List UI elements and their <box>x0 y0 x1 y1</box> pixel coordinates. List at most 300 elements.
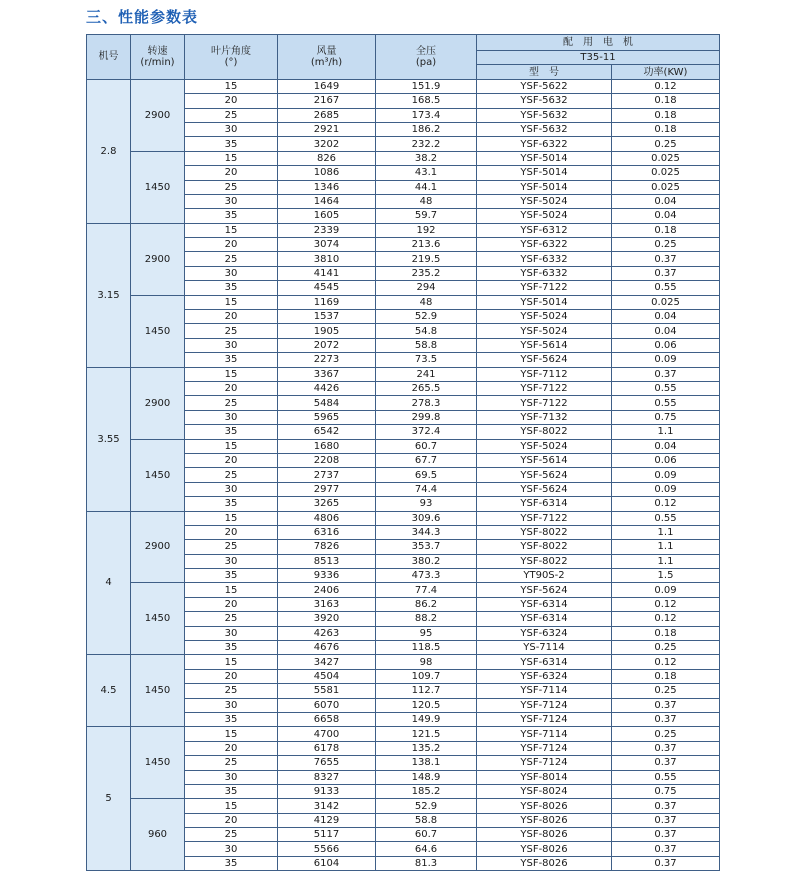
motor-type-cell: YSF-7122 <box>477 396 612 410</box>
airflow-cell: 4426 <box>278 381 376 395</box>
motor-power-cell: 0.25 <box>612 727 720 741</box>
blade-angle-cell: 20 <box>185 669 278 683</box>
blade-angle-cell: 15 <box>185 151 278 165</box>
table-header <box>87 35 720 80</box>
airflow-cell: 8327 <box>278 770 376 784</box>
airflow-cell: 2339 <box>278 223 376 237</box>
speed-cell: 1450 <box>131 439 185 511</box>
blade-angle-cell: 15 <box>185 583 278 597</box>
motor-power-cell: 0.37 <box>612 712 720 726</box>
airflow-cell: 4141 <box>278 266 376 280</box>
pressure-cell: 74.4 <box>376 482 477 496</box>
airflow-cell: 2072 <box>278 338 376 352</box>
pressure-cell: 81.3 <box>376 856 477 870</box>
pressure-cell: 109.7 <box>376 669 477 683</box>
motor-type-cell: YSF-6322 <box>477 238 612 252</box>
blade-angle-cell: 30 <box>185 698 278 712</box>
speed-cell: 1450 <box>131 655 185 727</box>
model-cell: 4.5 <box>87 655 131 727</box>
blade-angle-cell: 15 <box>185 367 278 381</box>
pressure-cell: 151.9 <box>376 79 477 93</box>
pressure-cell: 38.2 <box>376 151 477 165</box>
motor-type-cell: YSF-6314 <box>477 612 612 626</box>
speed-cell: 2900 <box>131 79 185 151</box>
model-cell: 2.8 <box>87 79 131 223</box>
motor-power-cell: 1.1 <box>612 554 720 568</box>
motor-power-cell: 0.12 <box>612 597 720 611</box>
pressure-cell: 299.8 <box>376 410 477 424</box>
table-row <box>87 151 720 165</box>
motor-type-cell: YSF-8022 <box>477 540 612 554</box>
airflow-cell: 6070 <box>278 698 376 712</box>
airflow-cell: 6316 <box>278 525 376 539</box>
motor-power-cell: 0.04 <box>612 324 720 338</box>
motor-type-cell: YSF-7124 <box>477 741 612 755</box>
motor-power-cell: 0.09 <box>612 353 720 367</box>
pressure-cell: 241 <box>376 367 477 381</box>
airflow-cell: 2208 <box>278 453 376 467</box>
blade-angle-cell: 15 <box>185 79 278 93</box>
blade-angle-cell: 35 <box>185 209 278 223</box>
header-pressure: 全压 (pa) <box>376 35 477 80</box>
pressure-cell: 67.7 <box>376 453 477 467</box>
motor-type-cell: YSF-5024 <box>477 194 612 208</box>
motor-power-cell: 0.25 <box>612 641 720 655</box>
airflow-cell: 3202 <box>278 137 376 151</box>
airflow-cell: 3427 <box>278 655 376 669</box>
blade-angle-cell: 20 <box>185 525 278 539</box>
blade-angle-cell: 15 <box>185 295 278 309</box>
airflow-cell: 1649 <box>278 79 376 93</box>
motor-power-cell: 0.025 <box>612 180 720 194</box>
airflow-cell: 5566 <box>278 842 376 856</box>
motor-type-cell: YSF-5614 <box>477 338 612 352</box>
header-motor-series: T35-11 <box>477 51 720 65</box>
motor-type-cell: YSF-5632 <box>477 108 612 122</box>
motor-power-cell: 1.5 <box>612 569 720 583</box>
motor-type-cell: YSF-5024 <box>477 310 612 324</box>
airflow-cell: 3163 <box>278 597 376 611</box>
blade-angle-cell: 25 <box>185 612 278 626</box>
motor-power-cell: 0.25 <box>612 137 720 151</box>
motor-power-cell: 0.06 <box>612 338 720 352</box>
speed-cell: 2900 <box>131 223 185 295</box>
motor-type-cell: YSF-5624 <box>477 583 612 597</box>
pressure-cell: 88.2 <box>376 612 477 626</box>
motor-power-cell: 0.55 <box>612 381 720 395</box>
pressure-cell: 235.2 <box>376 266 477 280</box>
speed-cell: 960 <box>131 799 185 871</box>
pressure-cell: 148.9 <box>376 770 477 784</box>
blade-angle-cell: 30 <box>185 482 278 496</box>
motor-type-cell: YSF-7132 <box>477 410 612 424</box>
blade-angle-cell: 25 <box>185 756 278 770</box>
pressure-cell: 278.3 <box>376 396 477 410</box>
motor-power-cell: 0.12 <box>612 655 720 669</box>
motor-power-cell: 0.37 <box>612 252 720 266</box>
motor-type-cell: YSF-5614 <box>477 453 612 467</box>
airflow-cell: 2921 <box>278 122 376 136</box>
motor-power-cell: 0.04 <box>612 439 720 453</box>
motor-type-cell: YSF-8022 <box>477 425 612 439</box>
airflow-cell: 9336 <box>278 569 376 583</box>
pressure-cell: 118.5 <box>376 641 477 655</box>
blade-angle-cell: 25 <box>185 324 278 338</box>
pressure-cell: 185.2 <box>376 784 477 798</box>
speed-cell: 1450 <box>131 583 185 655</box>
motor-power-cell: 0.025 <box>612 151 720 165</box>
motor-type-cell: YSF-8024 <box>477 784 612 798</box>
airflow-cell: 1464 <box>278 194 376 208</box>
blade-angle-cell: 35 <box>185 784 278 798</box>
header-model: 机号 <box>87 35 131 80</box>
motor-power-cell: 0.25 <box>612 238 720 252</box>
pressure-cell: 138.1 <box>376 756 477 770</box>
motor-power-cell: 0.04 <box>612 194 720 208</box>
blade-angle-cell: 20 <box>185 166 278 180</box>
header-speed: 转速 (r/min) <box>131 35 185 80</box>
blade-angle-cell: 30 <box>185 410 278 424</box>
blade-angle-cell: 20 <box>185 381 278 395</box>
motor-type-cell: YSF-6324 <box>477 669 612 683</box>
blade-angle-cell: 25 <box>185 684 278 698</box>
pressure-cell: 60.7 <box>376 439 477 453</box>
blade-angle-cell: 25 <box>185 828 278 842</box>
blade-angle-cell: 20 <box>185 238 278 252</box>
header-airflow: 风量 (m³/h) <box>278 35 376 80</box>
motor-power-cell: 0.37 <box>612 741 720 755</box>
pressure-cell: 48 <box>376 194 477 208</box>
header-motor-type: 型 号 <box>477 65 612 79</box>
model-cell: 3.55 <box>87 367 131 511</box>
pressure-cell: 473.3 <box>376 569 477 583</box>
motor-power-cell: 0.55 <box>612 511 720 525</box>
motor-type-cell: YSF-8026 <box>477 828 612 842</box>
airflow-cell: 1169 <box>278 295 376 309</box>
table-row <box>87 439 720 453</box>
airflow-cell: 1346 <box>278 180 376 194</box>
motor-power-cell: 0.12 <box>612 612 720 626</box>
airflow-cell: 5965 <box>278 410 376 424</box>
table-body <box>87 79 720 870</box>
table-row <box>87 583 720 597</box>
motor-power-cell: 0.09 <box>612 583 720 597</box>
airflow-cell: 6658 <box>278 712 376 726</box>
model-cell: 4 <box>87 511 131 655</box>
performance-table <box>86 34 720 871</box>
motor-type-cell: YSF-7114 <box>477 684 612 698</box>
motor-power-cell: 0.18 <box>612 108 720 122</box>
motor-type-cell: YSF-8026 <box>477 799 612 813</box>
speed-cell: 1450 <box>131 727 185 799</box>
blade-angle-cell: 35 <box>185 569 278 583</box>
motor-type-cell: YSF-7114 <box>477 727 612 741</box>
airflow-cell: 3920 <box>278 612 376 626</box>
motor-type-cell: YSF-5624 <box>477 353 612 367</box>
model-cell: 3.15 <box>87 223 131 367</box>
motor-type-cell: YSF-7124 <box>477 756 612 770</box>
blade-angle-cell: 30 <box>185 266 278 280</box>
motor-power-cell: 0.75 <box>612 784 720 798</box>
blade-angle-cell: 35 <box>185 281 278 295</box>
pressure-cell: 121.5 <box>376 727 477 741</box>
blade-angle-cell: 35 <box>185 856 278 870</box>
pressure-cell: 86.2 <box>376 597 477 611</box>
blade-angle-cell: 15 <box>185 439 278 453</box>
pressure-cell: 265.5 <box>376 381 477 395</box>
pressure-cell: 58.8 <box>376 338 477 352</box>
motor-type-cell: YT90S-2 <box>477 569 612 583</box>
motor-type-cell: YSF-6314 <box>477 497 612 511</box>
blade-angle-cell: 20 <box>185 813 278 827</box>
pressure-cell: 52.9 <box>376 310 477 324</box>
blade-angle-cell: 25 <box>185 108 278 122</box>
airflow-cell: 5117 <box>278 828 376 842</box>
blade-angle-cell: 20 <box>185 453 278 467</box>
pressure-cell: 54.8 <box>376 324 477 338</box>
pressure-cell: 168.5 <box>376 94 477 108</box>
motor-type-cell: YSF-5632 <box>477 122 612 136</box>
pressure-cell: 173.4 <box>376 108 477 122</box>
blade-angle-cell: 20 <box>185 741 278 755</box>
table-row <box>87 79 720 93</box>
motor-type-cell: YSF-5624 <box>477 468 612 482</box>
motor-type-cell: YSF-6314 <box>477 655 612 669</box>
motor-type-cell: YSF-8026 <box>477 842 612 856</box>
motor-power-cell: 0.25 <box>612 684 720 698</box>
motor-type-cell: YSF-6332 <box>477 252 612 266</box>
blade-angle-cell: 30 <box>185 842 278 856</box>
pressure-cell: 192 <box>376 223 477 237</box>
motor-power-cell: 0.37 <box>612 856 720 870</box>
motor-power-cell: 0.55 <box>612 281 720 295</box>
motor-type-cell: YSF-7124 <box>477 698 612 712</box>
motor-power-cell: 0.37 <box>612 799 720 813</box>
airflow-cell: 7655 <box>278 756 376 770</box>
pressure-cell: 69.5 <box>376 468 477 482</box>
motor-type-cell: YSF-6312 <box>477 223 612 237</box>
header-blade-angle: 叶片角度 (°) <box>185 35 278 80</box>
motor-power-cell: 0.37 <box>612 828 720 842</box>
airflow-cell: 1086 <box>278 166 376 180</box>
motor-power-cell: 0.12 <box>612 497 720 511</box>
blade-angle-cell: 20 <box>185 310 278 324</box>
motor-type-cell: YSF-8026 <box>477 813 612 827</box>
blade-angle-cell: 25 <box>185 180 278 194</box>
blade-angle-cell: 15 <box>185 655 278 669</box>
airflow-cell: 4504 <box>278 669 376 683</box>
pressure-cell: 309.6 <box>376 511 477 525</box>
motor-power-cell: 0.18 <box>612 626 720 640</box>
motor-type-cell: YSF-5632 <box>477 94 612 108</box>
motor-type-cell: YSF-5014 <box>477 180 612 194</box>
motor-power-cell: 0.75 <box>612 410 720 424</box>
speed-cell: 2900 <box>131 367 185 439</box>
pressure-cell: 60.7 <box>376 828 477 842</box>
blade-angle-cell: 30 <box>185 770 278 784</box>
motor-type-cell: YSF-7122 <box>477 281 612 295</box>
motor-power-cell: 0.18 <box>612 669 720 683</box>
table-row <box>87 799 720 813</box>
airflow-cell: 3810 <box>278 252 376 266</box>
motor-power-cell: 0.18 <box>612 94 720 108</box>
airflow-cell: 9133 <box>278 784 376 798</box>
airflow-cell: 2977 <box>278 482 376 496</box>
pressure-cell: 344.3 <box>376 525 477 539</box>
motor-type-cell: YSF-5024 <box>477 439 612 453</box>
pressure-cell: 380.2 <box>376 554 477 568</box>
airflow-cell: 7826 <box>278 540 376 554</box>
airflow-cell: 8513 <box>278 554 376 568</box>
airflow-cell: 3142 <box>278 799 376 813</box>
motor-type-cell: YS-7114 <box>477 641 612 655</box>
airflow-cell: 4263 <box>278 626 376 640</box>
blade-angle-cell: 30 <box>185 554 278 568</box>
table-row <box>87 367 720 381</box>
motor-power-cell: 0.37 <box>612 266 720 280</box>
motor-power-cell: 0.18 <box>612 122 720 136</box>
airflow-cell: 6542 <box>278 425 376 439</box>
airflow-cell: 2406 <box>278 583 376 597</box>
pressure-cell: 73.5 <box>376 353 477 367</box>
header-motor-group: 配 用 电 机 <box>477 35 720 51</box>
airflow-cell: 4545 <box>278 281 376 295</box>
airflow-cell: 4129 <box>278 813 376 827</box>
motor-power-cell: 1.1 <box>612 540 720 554</box>
pressure-cell: 77.4 <box>376 583 477 597</box>
motor-power-cell: 0.06 <box>612 453 720 467</box>
motor-power-cell: 0.09 <box>612 482 720 496</box>
airflow-cell: 2737 <box>278 468 376 482</box>
motor-type-cell: YSF-7124 <box>477 712 612 726</box>
motor-type-cell: YSF-6322 <box>477 137 612 151</box>
motor-type-cell: YSF-7122 <box>477 511 612 525</box>
motor-type-cell: YSF-5024 <box>477 209 612 223</box>
pressure-cell: 93 <box>376 497 477 511</box>
motor-type-cell: YSF-7112 <box>477 367 612 381</box>
motor-power-cell: 0.12 <box>612 79 720 93</box>
header-motor-power: 功率(KW) <box>612 65 720 79</box>
motor-power-cell: 0.025 <box>612 295 720 309</box>
motor-power-cell: 0.55 <box>612 770 720 784</box>
blade-angle-cell: 35 <box>185 425 278 439</box>
blade-angle-cell: 15 <box>185 511 278 525</box>
airflow-cell: 4806 <box>278 511 376 525</box>
airflow-cell: 826 <box>278 151 376 165</box>
blade-angle-cell: 15 <box>185 223 278 237</box>
pressure-cell: 372.4 <box>376 425 477 439</box>
motor-power-cell: 0.04 <box>612 310 720 324</box>
motor-power-cell: 1.1 <box>612 525 720 539</box>
airflow-cell: 5581 <box>278 684 376 698</box>
airflow-cell: 2167 <box>278 94 376 108</box>
speed-cell: 1450 <box>131 151 185 223</box>
motor-type-cell: YSF-5014 <box>477 295 612 309</box>
airflow-cell: 5484 <box>278 396 376 410</box>
motor-type-cell: YSF-8026 <box>477 856 612 870</box>
blade-angle-cell: 35 <box>185 137 278 151</box>
pressure-cell: 95 <box>376 626 477 640</box>
motor-power-cell: 0.37 <box>612 756 720 770</box>
blade-angle-cell: 30 <box>185 338 278 352</box>
blade-angle-cell: 35 <box>185 353 278 367</box>
pressure-cell: 120.5 <box>376 698 477 712</box>
airflow-cell: 1905 <box>278 324 376 338</box>
blade-angle-cell: 35 <box>185 641 278 655</box>
motor-type-cell: YSF-5014 <box>477 151 612 165</box>
motor-power-cell: 0.37 <box>612 813 720 827</box>
pressure-cell: 64.6 <box>376 842 477 856</box>
pressure-cell: 48 <box>376 295 477 309</box>
blade-angle-cell: 30 <box>185 122 278 136</box>
motor-power-cell: 0.025 <box>612 166 720 180</box>
airflow-cell: 2273 <box>278 353 376 367</box>
motor-power-cell: 0.18 <box>612 223 720 237</box>
motor-power-cell: 0.37 <box>612 367 720 381</box>
table-row <box>87 295 720 309</box>
pressure-cell: 98 <box>376 655 477 669</box>
airflow-cell: 3265 <box>278 497 376 511</box>
motor-type-cell: YSF-5024 <box>477 324 612 338</box>
pressure-cell: 52.9 <box>376 799 477 813</box>
blade-angle-cell: 25 <box>185 468 278 482</box>
airflow-cell: 1680 <box>278 439 376 453</box>
motor-power-cell: 0.04 <box>612 209 720 223</box>
motor-power-cell: 0.37 <box>612 698 720 712</box>
airflow-cell: 1605 <box>278 209 376 223</box>
airflow-cell: 6104 <box>278 856 376 870</box>
motor-power-cell: 0.37 <box>612 842 720 856</box>
blade-angle-cell: 35 <box>185 497 278 511</box>
pressure-cell: 135.2 <box>376 741 477 755</box>
pressure-cell: 58.8 <box>376 813 477 827</box>
airflow-cell: 4676 <box>278 641 376 655</box>
blade-angle-cell: 15 <box>185 727 278 741</box>
airflow-cell: 3367 <box>278 367 376 381</box>
page-title: 三、性能参数表 <box>86 8 199 26</box>
pressure-cell: 149.9 <box>376 712 477 726</box>
motor-type-cell: YSF-6324 <box>477 626 612 640</box>
blade-angle-cell: 25 <box>185 252 278 266</box>
blade-angle-cell: 25 <box>185 396 278 410</box>
motor-type-cell: YSF-8022 <box>477 525 612 539</box>
motor-type-cell: YSF-7122 <box>477 381 612 395</box>
table-row <box>87 655 720 669</box>
model-cell: 5 <box>87 727 131 871</box>
blade-angle-cell: 15 <box>185 799 278 813</box>
speed-cell: 2900 <box>131 511 185 583</box>
pressure-cell: 59.7 <box>376 209 477 223</box>
blade-angle-cell: 20 <box>185 94 278 108</box>
pressure-cell: 186.2 <box>376 122 477 136</box>
airflow-cell: 3074 <box>278 238 376 252</box>
pressure-cell: 112.7 <box>376 684 477 698</box>
motor-type-cell: YSF-5622 <box>477 79 612 93</box>
motor-power-cell: 0.55 <box>612 396 720 410</box>
airflow-cell: 2685 <box>278 108 376 122</box>
motor-type-cell: YSF-6332 <box>477 266 612 280</box>
pressure-cell: 44.1 <box>376 180 477 194</box>
motor-type-cell: YSF-8022 <box>477 554 612 568</box>
pressure-cell: 232.2 <box>376 137 477 151</box>
speed-cell: 1450 <box>131 295 185 367</box>
blade-angle-cell: 35 <box>185 712 278 726</box>
motor-type-cell: YSF-8014 <box>477 770 612 784</box>
blade-angle-cell: 30 <box>185 626 278 640</box>
pressure-cell: 43.1 <box>376 166 477 180</box>
motor-type-cell: YSF-5014 <box>477 166 612 180</box>
blade-angle-cell: 20 <box>185 597 278 611</box>
